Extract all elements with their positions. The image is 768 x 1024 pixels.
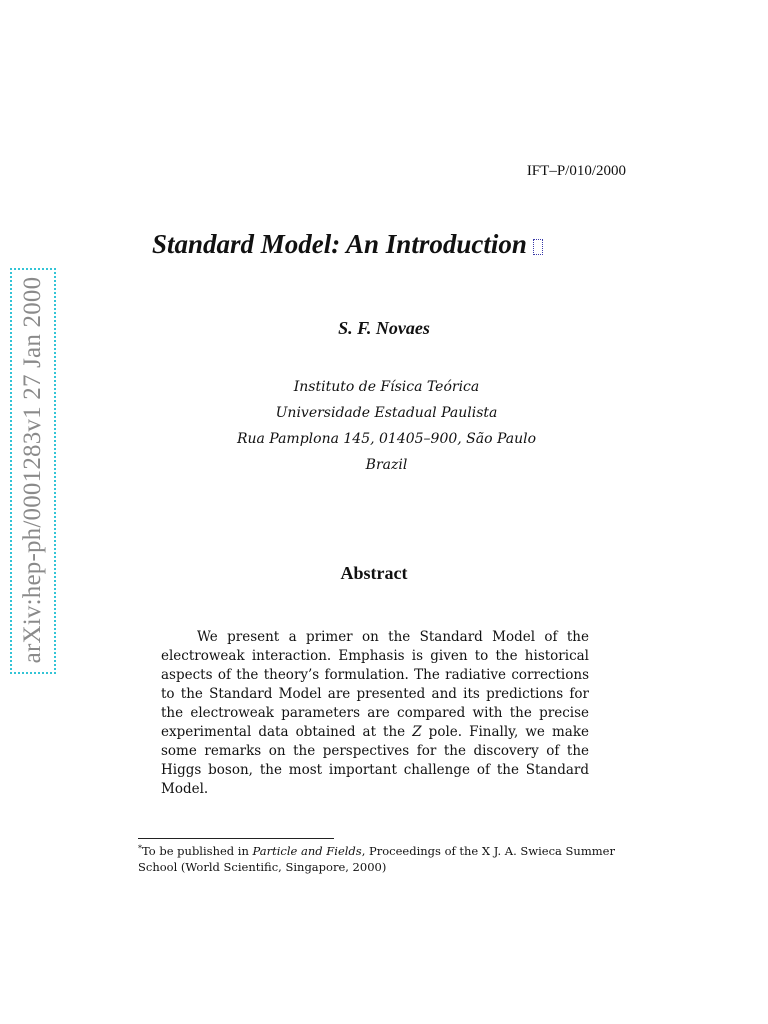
abstract-text: We present a primer on the Standard Model of the electroweak interaction. Emphasis is given to the historical aspects of the theory’s formulation. The radiative corrections to the Standard Model are presented and its predictions for the electroweak parameters are compared with the precise experimental data obtained at the Z pole. Finally, we make some remarks on the perspectives for the discovery of the Higgs boson, the most important challenge of the Standard Model.: [161, 629, 589, 797]
abstract-heading: Abstract: [340, 563, 408, 583]
report-number: IFT–P/010/2000: [526, 163, 626, 179]
affiliation-line: Rua Pamplona 145, 01405–900, São Paulo: [236, 431, 537, 447]
footnote-suffix: , Proceedings of the X J. A. Swieca Summer School (World Scientific, Singapore, 2000): [138, 844, 615, 874]
affiliation-line: Universidade Estadual Paulista: [275, 405, 498, 421]
footnote: [138, 841, 628, 875]
author-name: S. F. Novaes: [338, 318, 430, 338]
affiliation-block: [0, 374, 768, 478]
footnote-link-icon[interactable]: [533, 239, 543, 255]
footnote-marker: *: [138, 844, 142, 853]
affiliation-line: Brazil: [365, 457, 408, 473]
paper-title-text: Standard Model: An Introduction: [152, 229, 527, 259]
footnote-prefix: To be published in: [142, 844, 253, 858]
footnote-journal: Particle and Fields: [252, 844, 362, 858]
paper-title: [152, 229, 543, 260]
z-symbol: Z: [412, 724, 422, 740]
arxiv-identifier[interactable]: arXiv:hep-ph/0001283v1 27 Jan 2000: [19, 276, 46, 664]
affiliation-line: Instituto de Física Teórica: [293, 379, 480, 395]
footnote-divider: [138, 838, 334, 839]
